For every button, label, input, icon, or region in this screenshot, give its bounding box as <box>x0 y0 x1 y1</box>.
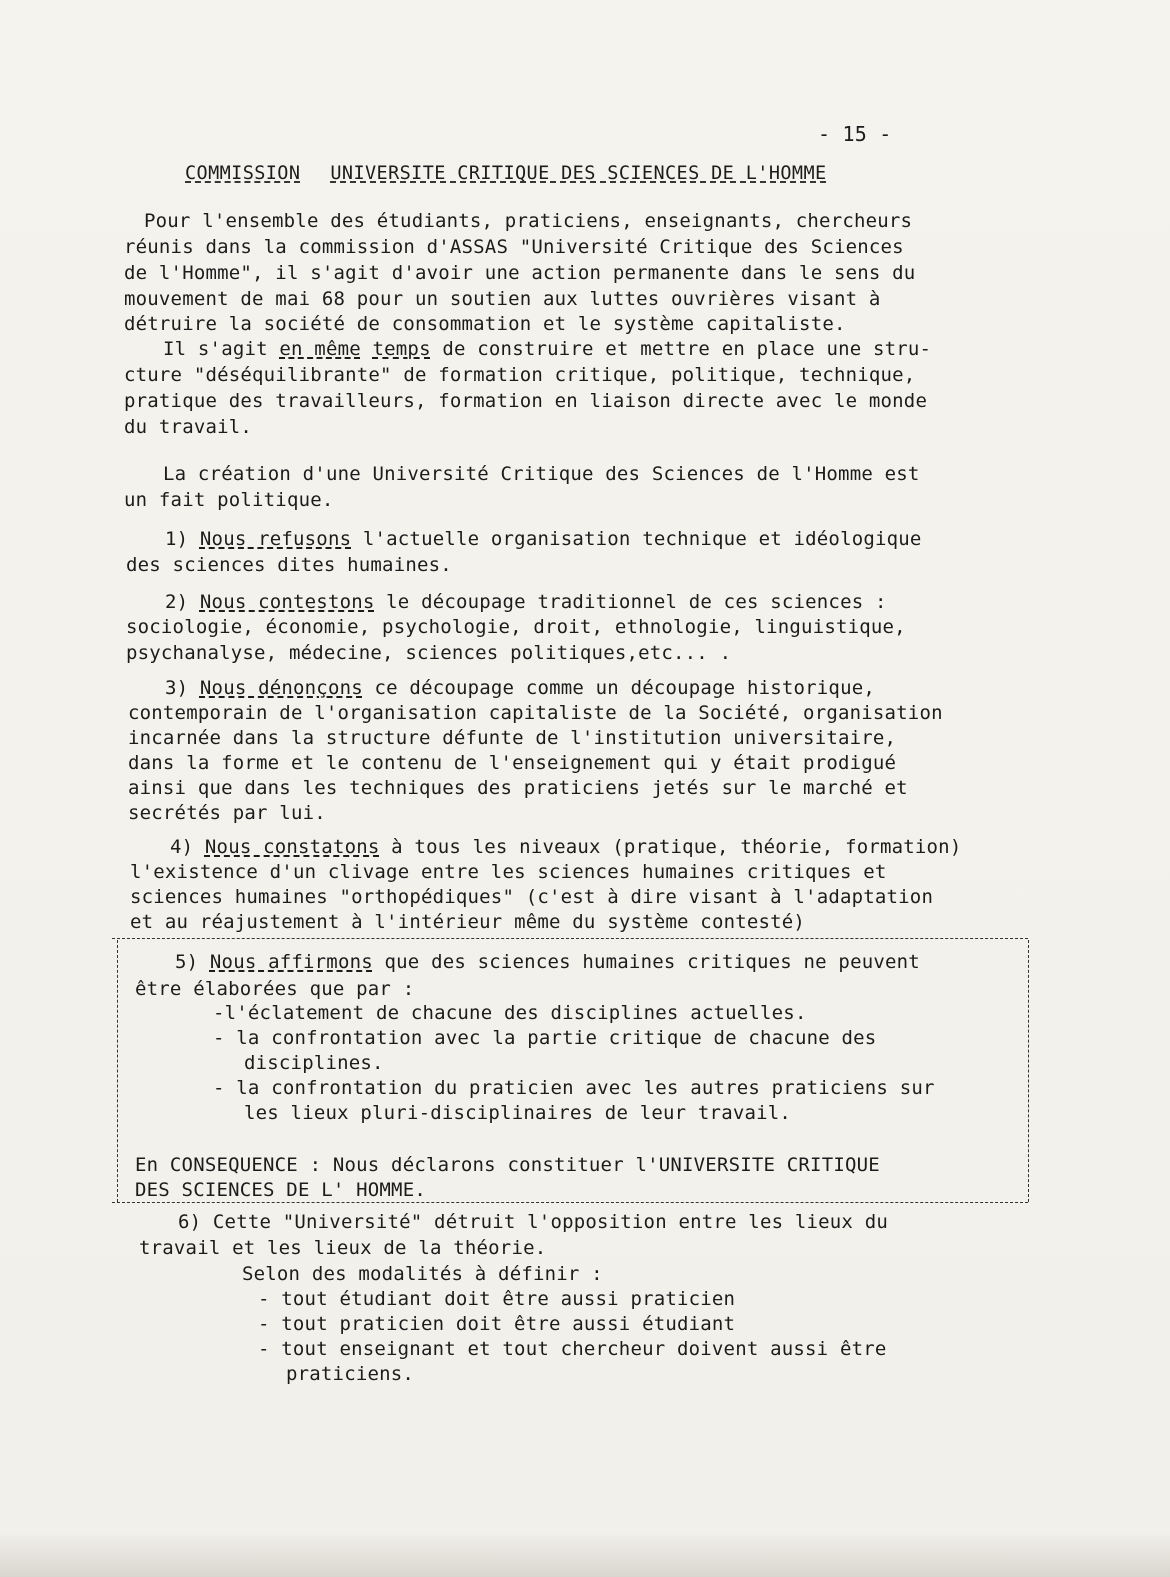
item5-line: - la confrontation du praticien avec les autres praticiens sur <box>213 1077 935 1099</box>
para2-line: du travail. <box>124 416 253 438</box>
item3-line: incarnée dans la structure défunte de l'institution universitaire, <box>128 727 897 749</box>
page-title <box>185 162 827 186</box>
item-verb: Nous constatons <box>204 836 380 858</box>
item4-line: sciences humaines "orthopédiques" (c'est à dire visant à l'adaptation <box>130 886 934 908</box>
box-left-border <box>117 940 118 1202</box>
intro-line: mouvement de mai 68 pour un soutien aux luttes ouvrières visant à <box>124 288 881 310</box>
item1-line <box>165 527 922 551</box>
box-top-border <box>112 938 1028 939</box>
item6-line: - tout enseignant et tout chercheur doivent aussi être <box>258 1338 887 1360</box>
underlined-text: en même <box>279 338 361 360</box>
item-number: 5) <box>175 951 210 973</box>
item3-line: secrétés par lui. <box>128 802 326 824</box>
item3-line <box>165 676 875 700</box>
item4-line: l'existence d'un clivage entre les sciences humaines critiques et <box>130 861 887 883</box>
item3-line: dans la forme et le contenu de l'enseignement qui y était prodigué <box>128 752 897 774</box>
page-number: - 15 - <box>818 122 892 146</box>
item-verb: Nous dénonçons <box>199 677 363 699</box>
intro-line: réunis dans la commission d'ASSAS "Université Critique des Sciences <box>124 236 904 258</box>
item5-line: les lieux pluri-disciplinaires de leur travail. <box>244 1102 792 1124</box>
box-bottom-border <box>112 1202 1028 1203</box>
conclusion-line: DES SCIENCES DE L' HOMME. <box>135 1179 426 1201</box>
text-span <box>361 338 373 360</box>
item6-line: travail et les lieux de la théorie. <box>139 1237 547 1259</box>
text-span: ce découpage comme un découpage historique, <box>362 677 875 699</box>
text-span: Il s'agit <box>163 338 280 360</box>
item5-line: disciplines. <box>244 1052 384 1074</box>
text-span: que des sciences humaines critiques ne peuvent <box>372 951 920 973</box>
item6-line: Selon des modalités à définir : <box>242 1263 603 1285</box>
item3-line: contemporain de l'organisation capitaliste de la Société, organisation <box>128 702 943 724</box>
title-part-commission: COMMISSION <box>185 163 301 184</box>
item5-line <box>175 950 920 974</box>
item6-line: praticiens. <box>286 1363 415 1385</box>
item1-line: des sciences dites humaines. <box>126 554 452 576</box>
title-part-subject: UNIVERSITE CRITIQUE DES SCIENCES DE L'HOMME <box>330 163 827 184</box>
item6-line: - tout praticien doit être aussi étudiant <box>258 1313 736 1335</box>
item-number: 2) <box>165 591 200 613</box>
intro-line: détruire la société de consommation et le système capitaliste. <box>124 313 846 335</box>
item-number: 4) <box>170 836 205 858</box>
text-span: de construire et mettre en place une stru- <box>430 338 932 360</box>
conclusion-line: En CONSEQUENCE : Nous déclarons constituer l'UNIVERSITE CRITIQUE <box>135 1154 880 1176</box>
text-span: l'actuelle organisation technique et idéologique <box>351 528 922 550</box>
text-span: le découpage traditionnel de ces sciences : <box>374 591 887 613</box>
item6-line: 6) Cette "Université" détruit l'opposition entre les lieux du <box>178 1211 888 1233</box>
para3-line: La création d'une Université Critique des Sciences de l'Homme est <box>163 463 920 485</box>
intro-line: Pour l'ensemble des étudiants, praticiens, enseignants, chercheurs <box>144 210 913 232</box>
item5-line: - la confrontation avec la partie critique de chacune des <box>213 1027 877 1049</box>
item2-line <box>165 590 887 614</box>
para2-line: cture "déséquilibrante" de formation critique, politique, technique, <box>124 364 916 386</box>
item6-line: - tout étudiant doit être aussi praticien <box>258 1288 736 1310</box>
item-verb: Nous contestons <box>199 591 375 613</box>
intro-line: de l'Homme", il s'agit d'avoir une action permanente dans le sens du <box>124 262 916 284</box>
para2-line <box>163 337 931 361</box>
item4-line <box>170 835 961 859</box>
item2-line: sociologie, économie, psychologie, droit, ethnologie, linguistique, <box>126 616 906 638</box>
para3-line: un fait politique. <box>124 489 334 511</box>
item2-line: psychanalyse, médecine, sciences politiques,etc... . <box>126 642 732 664</box>
text-span: à tous les niveaux (pratique, théorie, formation) <box>379 836 962 858</box>
item5-line: être élaborées que par : <box>135 978 415 1000</box>
box-right-border <box>1028 940 1029 1202</box>
item3-line: ainsi que dans les techniques des praticiens jetés sur le marché et <box>128 777 908 799</box>
item-verb: Nous refusons <box>199 528 352 550</box>
item-verb: Nous affirmons <box>209 951 373 973</box>
item-number: 3) <box>165 677 200 699</box>
para2-line: pratique des travailleurs, formation en liaison directe avec le monde <box>124 390 928 412</box>
page-bottom-edge <box>0 1535 1170 1577</box>
item5-line: -l'éclatement de chacune des disciplines actuelles. <box>213 1002 807 1024</box>
item-number: 1) <box>165 528 200 550</box>
underlined-text: temps <box>372 338 431 360</box>
item4-line: et au réajustement à l'intérieur même du système contesté) <box>130 911 806 933</box>
